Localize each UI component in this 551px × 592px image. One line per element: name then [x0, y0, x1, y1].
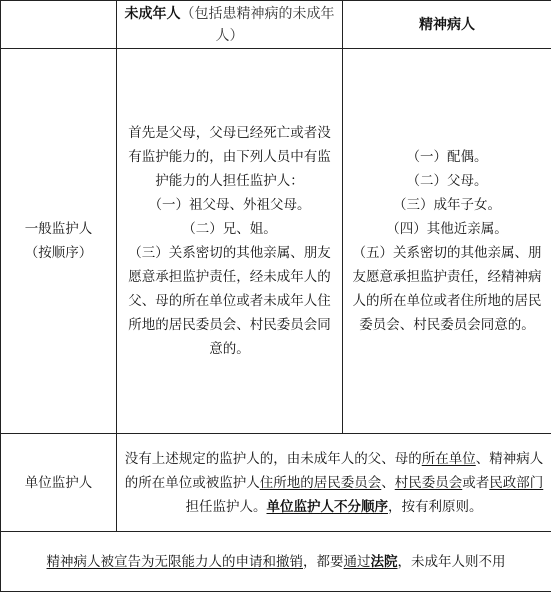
unit-text-6: ，按有利原则。 [388, 499, 483, 515]
general-label-line1: 一般监护人 [5, 217, 112, 241]
header-minor-title: 未成年人 [125, 6, 181, 22]
minor-intro: 首先是父母，父母已经死亡或者没有监护能力的，由下列人员中有监护能力的人担任监护人： [124, 121, 335, 193]
unit-guardian-label: 单位监护人 [1, 434, 117, 532]
minor-item-3: （三）关系密切的其他亲属、朋友愿意承担监护责任，经未成年人的父、母的所在单位或者未成年人住所地的居民委员会、村民委员会同意的。 [124, 241, 335, 361]
header-row [1, 1, 551, 49]
unit-underline-3: 村民委员会 [395, 475, 463, 491]
unit-underline-4: 民政部门 [489, 475, 543, 491]
general-minor-cell [117, 49, 343, 434]
minor-item-2: （二）兄、姐。 [124, 217, 335, 241]
header-mental: 精神病人 [343, 1, 551, 49]
footer-row [1, 532, 551, 592]
mental-item-4: （四）其他近亲属。 [346, 217, 548, 241]
footer-underline-2: 通过 [344, 554, 371, 570]
footer-text-1: ，都要 [303, 554, 344, 570]
mental-item-3: （三）成年子女。 [346, 193, 548, 217]
footer-bold-underline: 法院 [371, 554, 398, 570]
header-minor [117, 1, 343, 49]
unit-text-3: 、 [381, 475, 395, 491]
mental-item-2: （二）父母。 [346, 169, 548, 193]
unit-text-2: 、精神病人的所在单位或被监护人 [125, 451, 544, 491]
unit-text-5: 担任监护人。 [186, 499, 267, 515]
unit-guardian-row [1, 434, 551, 532]
footer-text-2: ，未成年人则不用 [398, 554, 506, 570]
unit-underline-2: 住所地的居民委员会 [260, 475, 382, 491]
unit-text-4: 或者 [462, 475, 489, 491]
unit-bold-underline: 单位监护人不分顺序 [267, 499, 389, 515]
corner-cell [1, 1, 117, 49]
unit-guardian-text [117, 434, 551, 532]
unit-underline-1: 所在单位 [422, 451, 476, 467]
footer-underline-1: 精神病人被宣告为无限能力人的申请和撤销 [47, 554, 304, 570]
general-label-line2: （按顺序） [5, 241, 112, 265]
mental-item-5: （五）关系密切的其他亲属、朋友愿意承担监护责任，经精神病人的所在单位或者住所地的居民委员会、村民委员会同意的。 [346, 241, 548, 337]
general-mental-cell [343, 49, 551, 434]
general-guardian-label [1, 49, 117, 434]
unit-text-1: 没有上述规定的监护人的，由未成年人的父、母的 [125, 451, 422, 467]
header-minor-note: （包括患精神病的未成年人） [181, 6, 335, 44]
mental-item-1: （一）配偶。 [346, 145, 548, 169]
minor-item-1: （一）祖父母、外祖父母。 [124, 193, 335, 217]
footer-text [1, 532, 551, 592]
general-guardian-row [1, 49, 551, 434]
